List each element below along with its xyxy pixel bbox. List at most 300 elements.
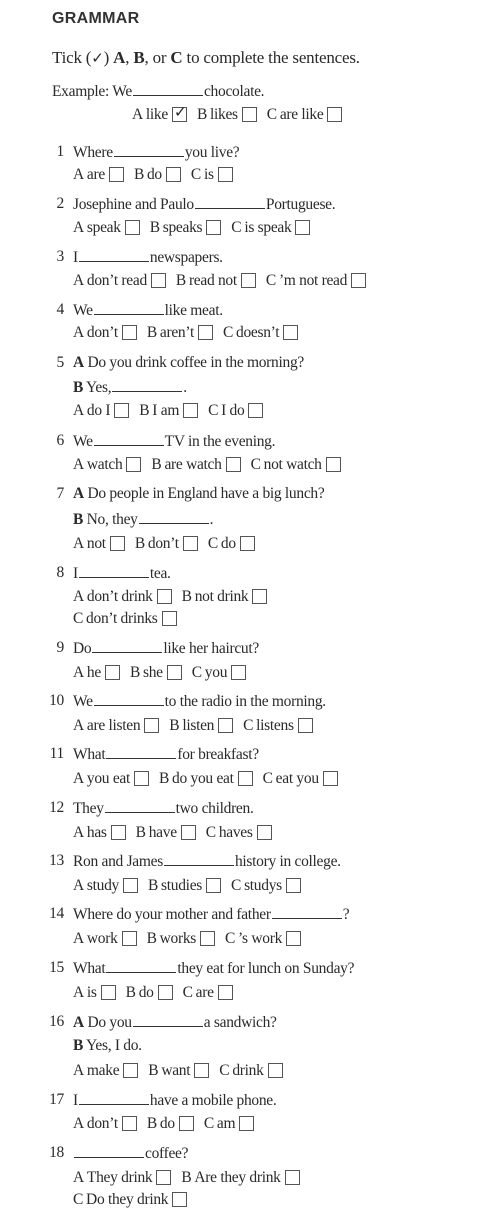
question-number: 14	[49, 905, 64, 922]
answer-checkbox[interactable]	[194, 1063, 209, 1078]
option-text: work	[86, 930, 118, 947]
option-text: eat you	[275, 770, 319, 787]
option-text: not	[86, 535, 106, 552]
option-letter: A	[73, 1169, 84, 1186]
option-letter: B	[196, 106, 207, 123]
option-text: am	[216, 1115, 236, 1132]
option-letter: A	[132, 106, 143, 123]
sentence-text: two children.	[175, 800, 254, 817]
option-text: he	[86, 664, 101, 681]
sentence-text: history in college.	[234, 853, 341, 870]
answer-blank	[272, 905, 342, 919]
instruction-letter-b: B	[133, 48, 145, 67]
question-number: 12	[49, 799, 64, 816]
sentence-text: newspapers.	[149, 249, 223, 266]
answer-checkbox[interactable]	[248, 403, 263, 418]
sentence-text: .	[209, 511, 214, 528]
sentence-line	[73, 432, 275, 451]
option-text: study	[86, 877, 119, 894]
answer-checkbox[interactable]	[218, 167, 233, 182]
option-text: like	[145, 106, 168, 123]
option-text: I am	[152, 402, 180, 419]
answer-checkbox[interactable]	[200, 931, 215, 946]
option-letter: C	[231, 877, 242, 894]
sentence-text: What	[73, 746, 106, 763]
sentence-line	[73, 248, 223, 267]
sentence-line	[73, 1037, 142, 1055]
option-letter: C	[266, 106, 277, 123]
answer-checkbox[interactable]	[323, 771, 338, 786]
sentence-text: What	[73, 960, 106, 977]
question-number: 5	[56, 354, 64, 371]
speaker-a: A	[73, 485, 84, 502]
answer-checkbox[interactable]	[286, 931, 301, 946]
instruction-text: to complete the sentences.	[182, 48, 360, 67]
answer-checkbox[interactable]	[183, 536, 198, 551]
option-letter: A	[73, 824, 84, 841]
answer-checkbox[interactable]	[105, 665, 120, 680]
option-text: have	[148, 824, 177, 841]
section-heading: GRAMMAR	[52, 10, 140, 27]
sentence-line	[73, 824, 282, 842]
answer-checkbox[interactable]	[101, 985, 116, 1000]
speaker-a: A	[73, 1014, 84, 1031]
speaker-b: B	[73, 1037, 84, 1054]
option-letter: C	[222, 324, 234, 341]
option-text: Are they drink	[194, 1169, 281, 1186]
answer-checkbox[interactable]	[123, 1063, 138, 1078]
option-text: are like	[279, 106, 324, 123]
sentence-text: No, they	[86, 511, 138, 528]
sentence-line	[73, 959, 354, 978]
sentence-text: Ron and James	[73, 853, 163, 870]
option-letter: A	[73, 770, 84, 787]
question-number: 15	[49, 959, 64, 976]
sentence-text: We	[73, 302, 93, 319]
question-number: 17	[49, 1091, 64, 1108]
sentence-line	[73, 1115, 264, 1133]
answer-checkbox[interactable]	[295, 220, 310, 235]
instruction-text: ,	[125, 48, 134, 67]
answer-checkbox[interactable]	[206, 220, 221, 235]
option-letter: B	[133, 166, 144, 183]
answer-blank	[195, 195, 265, 209]
option-text: listens	[256, 717, 294, 734]
option-text: not watch	[263, 456, 322, 473]
option-text: speaks	[162, 219, 203, 236]
answer-checkbox[interactable]	[268, 1063, 283, 1078]
sentence-line	[73, 664, 256, 682]
option-letter: B	[148, 877, 159, 894]
question-number: 6	[56, 432, 64, 449]
answer-checkbox[interactable]	[198, 325, 213, 340]
option-text: watch	[86, 456, 123, 473]
option-text: aren’t	[159, 324, 194, 341]
sentence-line	[73, 402, 273, 420]
sentence-line	[73, 143, 239, 162]
option-letter: B	[146, 1115, 157, 1132]
option-letter: C	[203, 1115, 214, 1132]
sentence-text: tea.	[149, 565, 171, 582]
sentence-line	[73, 770, 348, 788]
answer-checkbox[interactable]	[218, 718, 233, 733]
option-text: you eat	[86, 770, 130, 787]
option-letter: C	[191, 664, 202, 681]
question-number: 8	[56, 564, 64, 581]
option-text: are	[195, 984, 214, 1001]
option-text: are	[86, 166, 105, 183]
option-text: don’t	[86, 1115, 118, 1132]
option-letter: C	[182, 984, 193, 1001]
sentence-text: I	[73, 249, 78, 266]
answer-checkbox[interactable]	[283, 325, 298, 340]
sentence-text: I	[73, 1092, 78, 1109]
sentence-line	[73, 1169, 310, 1187]
option-text: don’t drinks	[86, 610, 158, 627]
option-letter: C	[207, 535, 218, 552]
answer-blank	[94, 692, 164, 706]
answer-checkbox[interactable]	[172, 1192, 187, 1207]
option-letter: A	[73, 930, 84, 947]
answer-checkbox[interactable]	[122, 1116, 137, 1131]
sentence-line	[73, 1091, 276, 1110]
option-text: has	[86, 824, 107, 841]
sentence-text: TV in the evening.	[164, 433, 276, 450]
sentence-text: Do	[73, 640, 92, 657]
option-letter: B	[149, 219, 160, 236]
sentence-line	[73, 984, 243, 1002]
sentence-text: have a mobile phone.	[149, 1092, 277, 1109]
instruction-text: , or	[144, 48, 171, 67]
sentence-text: Do you drink coffee in the morning?	[87, 354, 304, 371]
answer-checkbox[interactable]	[183, 403, 198, 418]
answer-checkbox[interactable]	[240, 536, 255, 551]
answer-checkbox[interactable]	[239, 1116, 254, 1131]
option-text: don’t drink	[86, 588, 153, 605]
sentence-line	[73, 930, 311, 948]
option-text: you	[204, 664, 228, 681]
option-text: don’t	[147, 535, 179, 552]
option-letter: C	[208, 402, 219, 419]
answer-checkbox[interactable]	[231, 665, 246, 680]
sentence-text: Do people in England have a big lunch?	[87, 485, 325, 502]
answer-checkbox[interactable]	[285, 1170, 300, 1185]
sentence-line	[73, 745, 259, 764]
instruction-letter-a: A	[113, 48, 126, 67]
option-letter: C	[265, 272, 276, 289]
answer-checkbox[interactable]	[123, 878, 138, 893]
speaker-b: B	[73, 511, 84, 528]
option-text: is	[203, 166, 214, 183]
option-letter: B	[181, 1169, 192, 1186]
option-letter: A	[73, 877, 84, 894]
answer-checkbox[interactable]	[327, 107, 342, 122]
answer-checkbox[interactable]	[326, 457, 341, 472]
answer-blank	[94, 301, 164, 315]
sentence-line	[73, 588, 277, 606]
option-text: don’t read	[86, 272, 147, 289]
option-letter: B	[134, 535, 145, 552]
option-text: studies	[161, 877, 203, 894]
option-text: do	[138, 984, 154, 1001]
answer-checkbox[interactable]	[179, 1116, 194, 1131]
option-text: not drink	[194, 588, 249, 605]
speaker-b: B	[73, 379, 84, 396]
sentence-line	[73, 324, 308, 342]
answer-checkbox[interactable]	[257, 825, 272, 840]
answer-checkbox[interactable]	[122, 931, 137, 946]
question-number: 9	[56, 639, 64, 656]
sentence-text: Do you	[87, 1014, 132, 1031]
option-letter: A	[73, 664, 84, 681]
option-text: don’t	[86, 324, 118, 341]
option-letter: C	[190, 166, 201, 183]
option-text: Do they drink	[86, 1191, 169, 1208]
answer-checkbox[interactable]	[144, 718, 159, 733]
answer-checkbox[interactable]	[109, 167, 124, 182]
option-text: do	[159, 1115, 175, 1132]
answer-checkbox[interactable]	[286, 878, 301, 893]
answer-blank	[105, 799, 175, 813]
sentence-line	[73, 610, 187, 628]
option-letter: A	[73, 402, 84, 419]
answer-checkbox[interactable]	[126, 457, 141, 472]
instruction-text: Tick (	[52, 48, 92, 67]
sentence-text: to the radio in the morning.	[164, 693, 326, 710]
answer-checkbox[interactable]	[206, 878, 221, 893]
sentence-text: They	[73, 800, 104, 817]
sentence-text: Josephine and Paulo	[73, 196, 194, 213]
sentence-text: Yes, I do.	[86, 1037, 142, 1054]
option-letter: A	[73, 219, 84, 236]
sentence-line	[73, 799, 254, 818]
sentence-text: ?	[342, 906, 350, 923]
option-text: likes	[210, 106, 238, 123]
sentence-text: Where	[73, 144, 113, 161]
answer-checkbox[interactable]	[226, 457, 241, 472]
option-text: speak	[86, 219, 121, 236]
option-letter: A	[73, 324, 84, 341]
answer-blank	[139, 510, 209, 524]
sentence-line	[73, 219, 320, 237]
option-text: do you eat	[172, 770, 234, 787]
sentence-text: Portuguese.	[265, 196, 336, 213]
option-letter: C	[225, 930, 236, 947]
question-number: 16	[49, 1013, 64, 1030]
sentence-text: Where do your mother and father	[73, 906, 271, 923]
option-letter: B	[135, 824, 146, 841]
sentence-text: they eat for lunch on Sunday?	[177, 960, 355, 977]
answer-checkbox[interactable]	[134, 771, 149, 786]
sentence-text: I	[73, 565, 78, 582]
answer-checkbox[interactable]	[162, 611, 177, 626]
option-text: want	[161, 1062, 191, 1079]
option-text: read not	[188, 272, 237, 289]
answer-blank	[74, 1144, 144, 1158]
sentence-line	[73, 1062, 293, 1080]
sentence-line	[132, 103, 352, 124]
sentence-text: you live?	[184, 144, 240, 161]
option-letter: A	[73, 272, 84, 289]
answer-checkbox[interactable]	[241, 273, 256, 288]
answer-checkbox[interactable]	[172, 103, 187, 122]
option-letter: B	[125, 984, 136, 1001]
answer-checkbox[interactable]	[151, 273, 166, 288]
answer-blank	[133, 1013, 203, 1027]
answer-checkbox[interactable]	[110, 536, 125, 551]
option-text: do	[146, 166, 162, 183]
answer-checkbox[interactable]	[111, 825, 126, 840]
option-text: she	[142, 664, 163, 681]
sentence-text: We	[73, 433, 93, 450]
option-letter: C	[262, 770, 273, 787]
answer-checkbox[interactable]	[238, 771, 253, 786]
question-number: 3	[56, 248, 64, 265]
instruction-letter-c: C	[170, 48, 183, 67]
sentence-line	[73, 564, 171, 583]
option-letter: A	[73, 984, 84, 1001]
answer-checkbox[interactable]	[167, 665, 182, 680]
sentence-line	[73, 852, 341, 871]
answer-checkbox[interactable]	[242, 107, 257, 122]
option-text: are listen	[86, 717, 141, 734]
sentence-line	[73, 905, 349, 924]
sentence-line	[73, 301, 223, 320]
option-text: do I	[86, 402, 111, 419]
sentence-text: Yes,	[86, 379, 112, 396]
question-number: 7	[56, 485, 64, 502]
answer-blank	[133, 82, 203, 96]
answer-blank	[164, 852, 234, 866]
option-text: do	[220, 535, 236, 552]
option-text: is	[86, 984, 97, 1001]
option-letter: B	[146, 930, 157, 947]
option-letter: B	[175, 272, 186, 289]
question-number: 13	[49, 852, 64, 869]
sentence-line	[73, 485, 324, 503]
option-letter: B	[151, 456, 162, 473]
sentence-text: coffee?	[145, 1145, 189, 1162]
tick-icon: ✓	[173, 103, 187, 121]
instruction	[52, 48, 360, 68]
sentence-line	[73, 1013, 277, 1032]
answer-checkbox[interactable]	[252, 589, 267, 604]
option-text: is speak	[244, 219, 292, 236]
answer-blank	[106, 745, 176, 759]
option-text: doesn’t	[236, 324, 280, 341]
answer-checkbox[interactable]	[157, 589, 172, 604]
option-letter: A	[73, 1115, 84, 1132]
answer-checkbox[interactable]	[181, 825, 196, 840]
option-letter: B	[169, 717, 180, 734]
option-letter: B	[146, 324, 157, 341]
answer-blank	[106, 959, 176, 973]
option-text: I do	[221, 402, 245, 419]
option-text: works	[159, 930, 196, 947]
sentence-line	[73, 354, 304, 372]
answer-checkbox[interactable]	[156, 1170, 171, 1185]
sentence-text: like meat.	[164, 302, 223, 319]
answer-checkbox[interactable]	[158, 985, 173, 1000]
answer-blank	[92, 639, 162, 653]
answer-blank	[114, 143, 184, 157]
option-text: are watch	[164, 456, 222, 473]
question-number: 10	[49, 692, 64, 709]
sentence-text: We	[112, 83, 132, 100]
question-number: 11	[49, 745, 64, 762]
option-letter: C	[231, 219, 242, 236]
answer-blank	[112, 378, 182, 392]
sentence-line	[73, 1191, 197, 1209]
sentence-text: chocolate.	[203, 83, 265, 100]
option-text: ’s work	[238, 930, 283, 947]
sentence-line	[73, 1144, 188, 1163]
option-letter: C	[250, 456, 261, 473]
answer-checkbox[interactable]	[218, 985, 233, 1000]
option-letter: A	[73, 456, 84, 473]
option-letter: B	[139, 402, 150, 419]
answer-checkbox[interactable]	[125, 220, 140, 235]
sentence-text: .	[183, 379, 187, 396]
sentence-line	[73, 510, 213, 529]
example-label: Example:	[52, 83, 109, 100]
sentence-line	[73, 195, 335, 214]
answer-blank	[79, 248, 149, 262]
option-letter: A	[73, 166, 84, 183]
option-letter: C	[205, 824, 216, 841]
sentence-line	[73, 272, 376, 290]
answer-checkbox[interactable]	[166, 167, 181, 182]
sentence-line	[73, 456, 351, 474]
option-text: drink	[232, 1062, 264, 1079]
option-letter: C	[73, 1191, 84, 1208]
option-text: ’m not read	[278, 272, 348, 289]
sentence-line	[73, 166, 243, 184]
answer-checkbox[interactable]	[298, 718, 313, 733]
option-letter: A	[73, 588, 84, 605]
option-letter: C	[243, 717, 254, 734]
sentence-line	[73, 717, 323, 735]
question-number: 4	[56, 301, 64, 318]
sentence-line	[73, 535, 265, 553]
sentence-text: a sandwich?	[203, 1014, 277, 1031]
option-text: haves	[218, 824, 253, 841]
option-text: studys	[244, 877, 282, 894]
sentence-line	[73, 639, 259, 658]
answer-checkbox[interactable]	[122, 325, 137, 340]
answer-blank	[79, 1091, 149, 1105]
instruction-text: )	[103, 48, 114, 67]
option-letter: B	[129, 664, 140, 681]
answer-blank	[94, 432, 164, 446]
answer-checkbox[interactable]	[114, 403, 129, 418]
option-letter: B	[148, 1062, 159, 1079]
question-number: 2	[56, 195, 64, 212]
option-letter: A	[73, 1062, 84, 1079]
answer-blank	[79, 564, 149, 578]
option-letter: C	[219, 1062, 230, 1079]
answer-checkbox[interactable]	[351, 273, 366, 288]
option-letter: C	[73, 610, 84, 627]
sentence-line	[73, 692, 326, 711]
question-number: 18	[49, 1144, 64, 1161]
option-letter: B	[181, 588, 192, 605]
sentence-line	[52, 82, 264, 101]
question-number: 1	[56, 143, 64, 160]
option-text: listen	[182, 717, 215, 734]
sentence-line	[73, 378, 187, 397]
sentence-text: We	[73, 693, 93, 710]
